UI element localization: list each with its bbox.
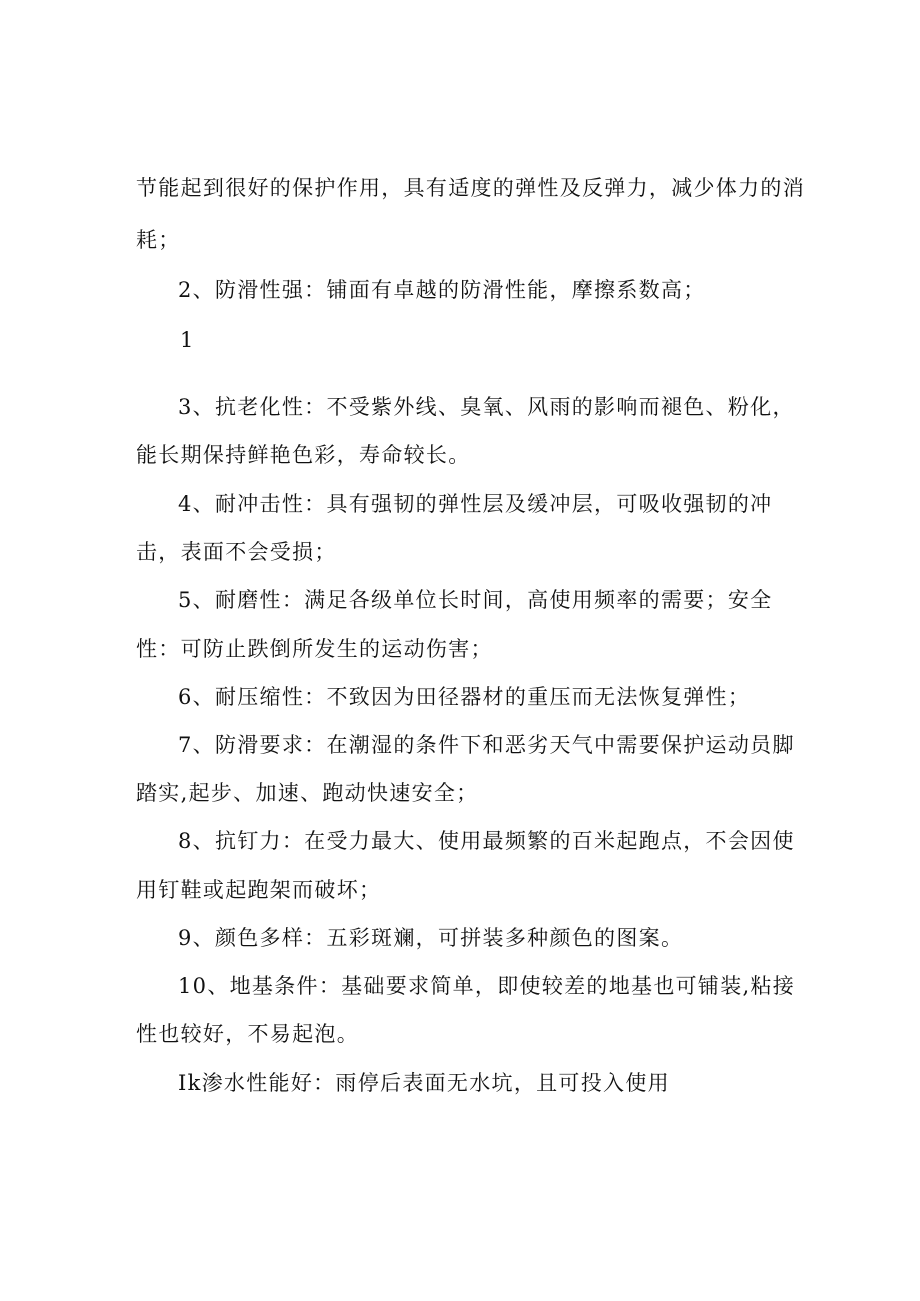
text-line-14: 8、抗钉力：在受力最大、使用最频繁的百米起跑点，不会因使 — [178, 829, 795, 853]
text-line-7: 4、耐冲击性：具有强韧的弹性层及缓冲层，可吸收强韧的冲 — [178, 492, 773, 516]
text-line-4: 1 — [180, 328, 195, 352]
text-line-18: 性也较好，不易起泡。 — [136, 1022, 359, 1046]
text-line-5: 3、抗老化性：不受紫外线、臭氧、风雨的影响而褪色、粉化， — [178, 395, 795, 419]
text-line-3: 2、防滑性强：铺面有卓越的防滑性能，摩擦系数高； — [178, 278, 706, 302]
text-line-6: 能长期保持鲜艳色彩，寿命较长。 — [136, 443, 471, 467]
text-line-15: 用钉鞋或起跑架而破坏； — [136, 878, 382, 902]
text-line-9: 5、耐磨性：满足各级单位长时间，高使用频率的需要；安全 — [178, 588, 773, 612]
text-line-1: 节能起到很好的保护作用，具有适度的弹性及反弹力，减少体力的消 — [136, 176, 805, 200]
text-line-17: 10、地基条件：基础要求简单，即使较差的地基也可铺装,粘接 — [178, 974, 796, 998]
text-line-16: 9、颜色多样：五彩斑斓，可拼装多种颜色的图案。 — [178, 926, 684, 950]
text-line-12: 7、防滑要求：在潮湿的条件下和恶劣天气中需要保护运动员脚 — [178, 733, 795, 757]
text-line-11: 6、耐压缩性：不致因为田径器材的重压而无法恢复弹性； — [178, 685, 751, 709]
text-line-10: 性：可防止跌倒所发生的运动伤害； — [136, 637, 493, 661]
text-line-2: 耗； — [136, 228, 181, 252]
text-line-19: Ik渗水性能好：雨停后表面无水坑，且可投入使用 — [178, 1071, 670, 1095]
text-line-13: 踏实,起步、加速、跑动快速安全； — [136, 781, 479, 805]
text-line-8: 击，表面不会受损； — [136, 540, 337, 564]
